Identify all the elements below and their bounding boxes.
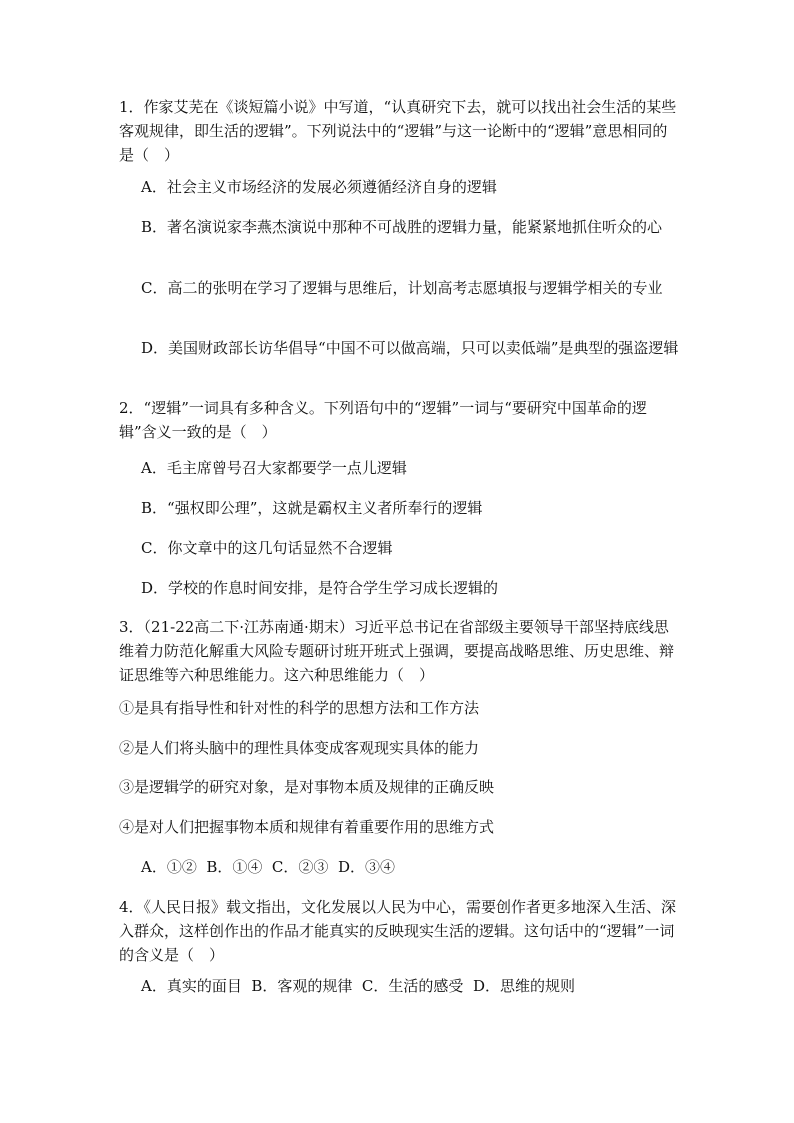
question-1-option-c: C．高二的张明在学习了逻辑与思维后，计划高考志愿填报与逻辑学相关的专业 [141,279,663,297]
question-1-option-a: A．社会主义市场经济的发展必须遵循经济自身的逻辑 [141,178,497,196]
question-2-option-d: D．学校的作息时间安排，是符合学生学习成长逻辑的 [141,579,499,597]
question-1-option-d: D．美国财政部长访华倡导“中国不可以做高端，只可以卖低端”是典型的强盗逻辑 [141,339,679,357]
question-3-options: A．①② B．①④ C．②③ D．③④ [141,858,395,876]
question-1-option-b: B．著名演说家李燕杰演说中那种不可战胜的逻辑力量，能紧紧地抓住听众的心 [141,218,663,236]
question-3-statement-4: ④是对人们把握事物本质和规律有着重要作用的思维方式 [119,818,495,836]
question-3-statement-1: ①是具有指导性和针对性的科学的思想方法和工作方法 [119,699,480,717]
question-3-statement-2: ②是人们将头脑中的理性具体变成客观现实具体的能力 [119,739,480,757]
question-2-stem: 2．“逻辑”一词具有多种含义。下列语句中的“逻辑”一词与“要研究中国革命的逻辑”含义一致的是（ ） [119,399,647,441]
question-3-statement-3: ③是逻辑学的研究对象，是对事物本质及规律的正确反映 [119,778,495,796]
question-1-stem: 1．作家艾芜在《谈短篇小说》中写道，“认真研究下去，就可以找出社会生活的某些客观规律，即生活的逻辑”。下列说法中的“逻辑”与这一论断中的“逻辑”意思相同的是（ ） [119,98,677,164]
question-2-option-c: C．你文章中的这几句话显然不合逻辑 [141,539,393,557]
question-4-stem: 4．《人民日报》载文指出，文化发展以人民为中心，需要创作者更多地深入生活、深入群众，这样创作出的作品才能真实的反映现实生活的逻辑。这句话中的“逻辑”一词的含义是（ ） [119,898,677,964]
question-2-option-b: B．“强权即公理”，这就是霸权主义者所奉行的逻辑 [141,499,483,517]
question-2-option-a: A．毛主席曾号召大家都要学一点儿逻辑 [141,459,407,477]
question-3-stem: 3．（21-22高二下·江苏南通·期末）习近平总书记在省部级主要领导干部坚持底线思维着力防范化解重大风险专题研讨班开班式上强调，要提高战略思维、历史思维、辩证思维等六种思维能力。这六种思维能力（ ） [119,618,675,684]
question-4-options: A．真实的面目 B．客观的规律 C．生活的感受 D．思维的规则 [141,977,575,995]
